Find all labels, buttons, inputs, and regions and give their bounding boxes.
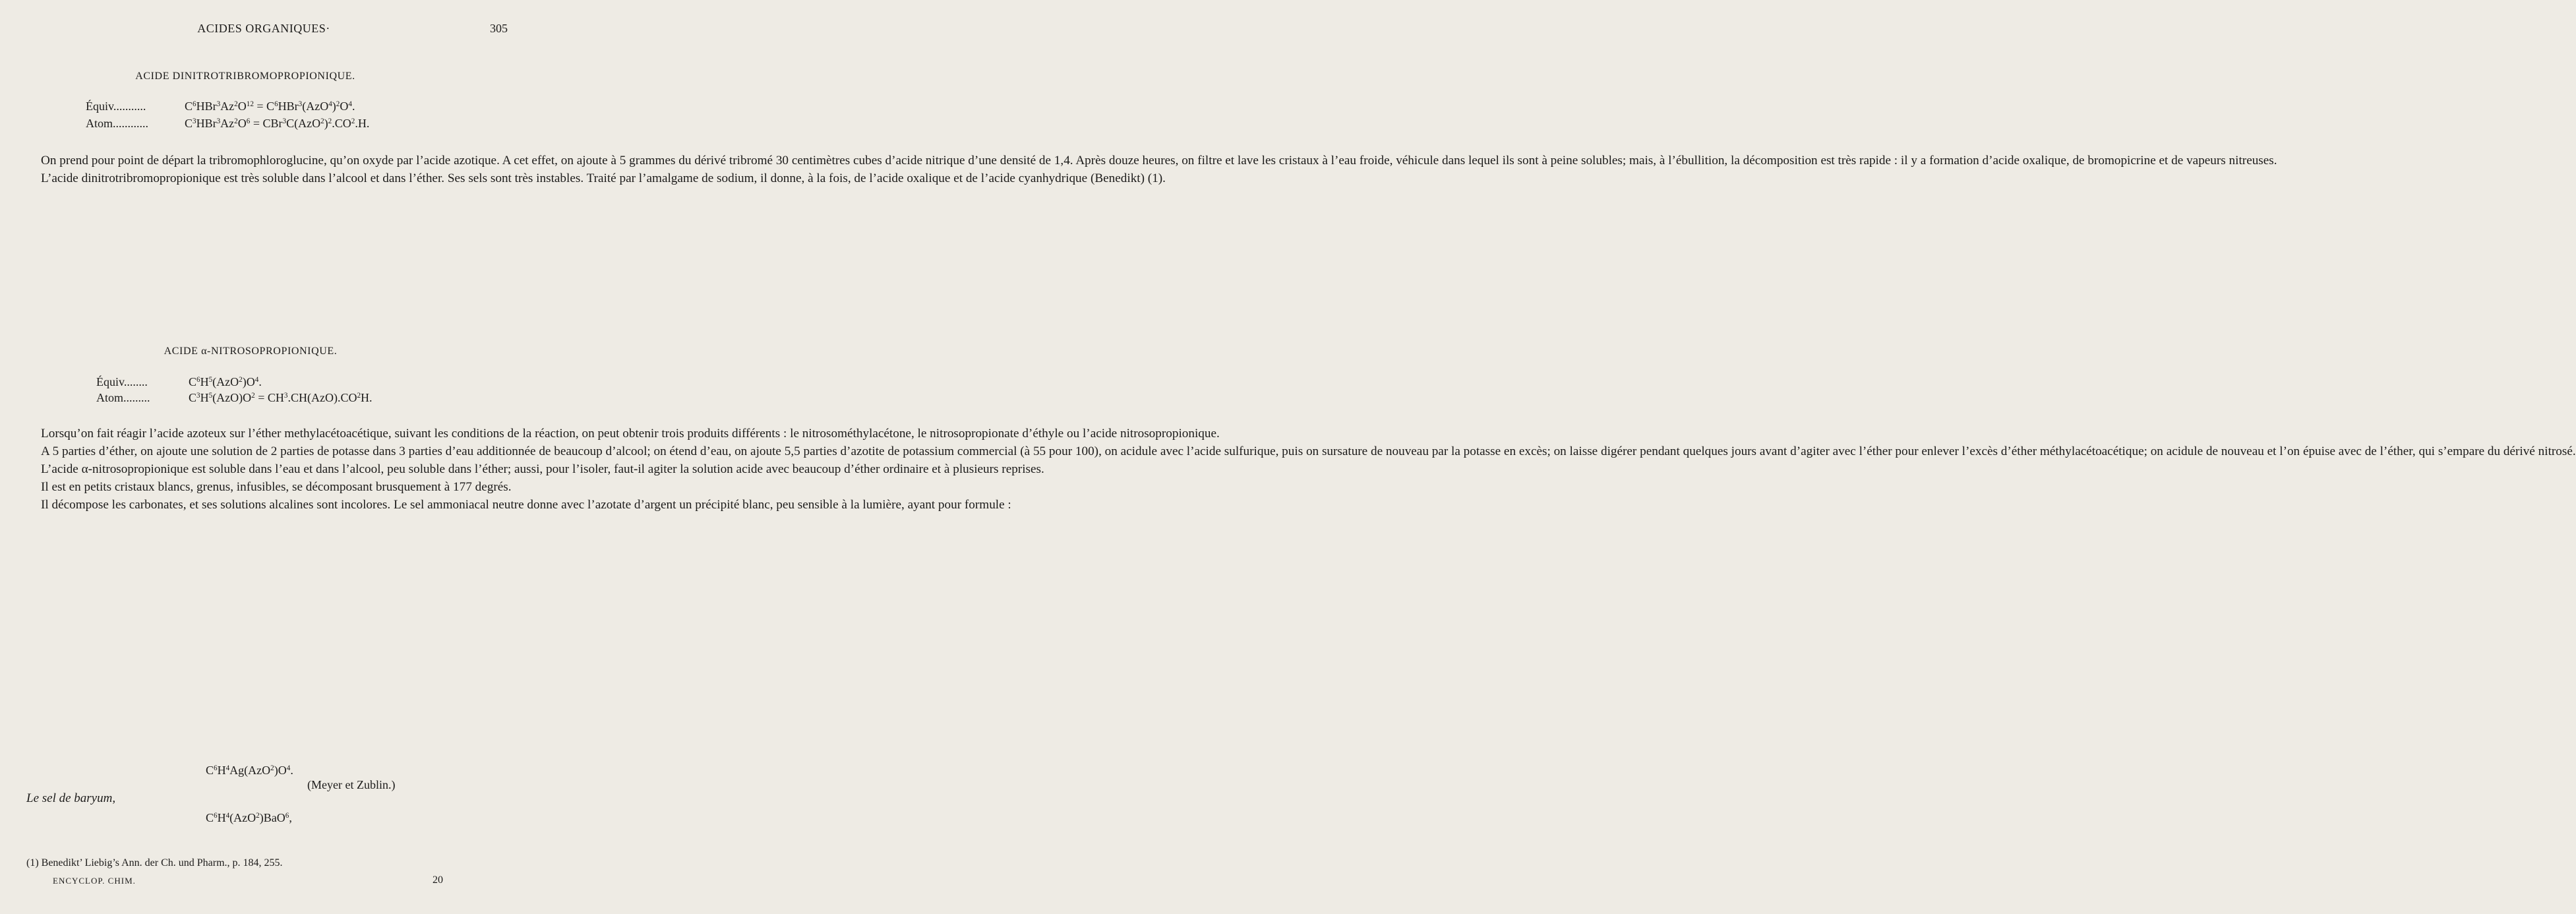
footer-signature: ENCYCLOP. CHIM. xyxy=(53,876,136,886)
formula-label: Équiv........ xyxy=(96,375,148,388)
formula-expression: $C^3HBr^3Az^2O^6 = CBr^3C(AzO^2)^2.CO^2.H$. xyxy=(185,117,370,130)
paragraph: Il décompose les carbonates, et ses solutions alcalines sont incolores. Le sel ammoniacal neutre donne avec l’azotate d’argent un précipité blanc, peu sensible à la lumière, ayant pour formule : xyxy=(41,498,1011,512)
section2-body xyxy=(25,425,2576,514)
formula-row-equiv-2 xyxy=(96,375,262,389)
formula-expression: $C^6H^5(AzO^2)O^4$. xyxy=(189,375,262,388)
formula-row-atom-1 xyxy=(86,117,369,131)
barium-salt-formula: $C^6H^4(AzO^2)BaO^6$, xyxy=(206,811,292,824)
formula-label: Atom......... xyxy=(96,391,150,404)
footer-sheet-number: 20 xyxy=(433,874,443,886)
paragraph: On prend pour point de départ la tribromophloroglucine, qu’on oxyde par l’acide azotique. A cet effet, on ajoute à 5 grammes du dérivé tribromé 30 centimètres cubes d’acide nitrique d’une densité de 1,4. Après douze heures, on filtre et lave les cristaux à l’eau froide, véhicule dans lequel ils sont à peine solubles; mais, à l’ébullition, la décomposition est très rapide : il y a formation d’acide oxalique, de bromopicrine et de vapeurs nitreuses. xyxy=(41,154,2277,168)
running-title: ACIDES ORGANIQUES· xyxy=(197,22,330,35)
attribution: (Meyer et Zublin.) xyxy=(307,778,396,791)
silver-salt-formula: $C^6H^4Ag(AzO^2)O^4$. xyxy=(206,764,293,777)
formula-row-equiv-1 xyxy=(86,100,355,113)
section-title-nitrosopropionique: ACIDE α-NITROSOPROPIONIQUE. xyxy=(164,346,338,357)
section1-body xyxy=(25,152,2277,187)
barium-salt-label: Le sel de baryum, xyxy=(26,791,116,805)
footnote: (1) Benedikt’ Liebig’s Ann. der Ch. und Pharm., p. 184, 255. xyxy=(26,857,283,868)
section-title-dinitrotribromopropionique: ACIDE DINITROTRIBROMOPROPIONIQUE. xyxy=(135,71,355,82)
paragraph: Il est en petits cristaux blancs, grenus, infusibles, se décomposant brusquement à 177 degrés. xyxy=(41,480,512,494)
paragraph: A 5 parties d’éther, on ajoute une solution de 2 parties de potasse dans 3 parties d’eau additionnée de beaucoup d’alcool; on étend d’eau, on ajoute 5,5 parties d’azotite de potassium commercial (à 55 pour 100), on acidule avec l’acide sulfurique, puis on sursature de nouveau par la potasse en excès; on laisse digérer pendant quelques jours avant d’agiter avec l’éther pour enlever l’excès d’éther méthylacétoacétique; on acidule de nouveau et l’on épuise avec de l’éther, qui s’empare du dérivé nitrosé. xyxy=(41,444,2576,458)
formula-expression: $C^6HBr^3Az^2O^{12} = C^6HBr^3(AzO^4)^2O^4$. xyxy=(185,100,355,113)
formula-label: Équiv........... xyxy=(86,100,146,113)
paragraph: L’acide α-nitrosopropionique est soluble dans l’eau et dans l’alcool, peu soluble dans l’éther; aussi, pour l’isoler, faut-il agiter la solution acide avec beaucoup d’éther ordinaire et à plusieurs reprises. xyxy=(41,462,1044,476)
formula-row-atom-2 xyxy=(96,391,373,405)
paragraph: Lorsqu’on fait réagir l’acide azoteux sur l’éther methylacétoacétique, suivant les conditions de la réaction, on peut obtenir trois produits différents : le nitrosométhylacétone, le nitrosopropionate d’éthyle ou l’acide nitrosopropionique. xyxy=(41,427,1220,441)
formula-label: Atom............ xyxy=(86,117,149,130)
paragraph: L’acide dinitrotribromopropionique est très soluble dans l’alcool et dans l’éther. Ses sels sont très instables. Traité par l’amalgame de sodium, il donne, à la fois, de l’acide oxalique et de l’acide cyanhydrique (Benedikt) (1). xyxy=(41,171,1166,185)
page-number: 305 xyxy=(490,22,508,35)
formula-expression: $C^3H^5(AzO)O^2 = CH^3.CH(AzO).CO^2H$. xyxy=(189,391,373,404)
